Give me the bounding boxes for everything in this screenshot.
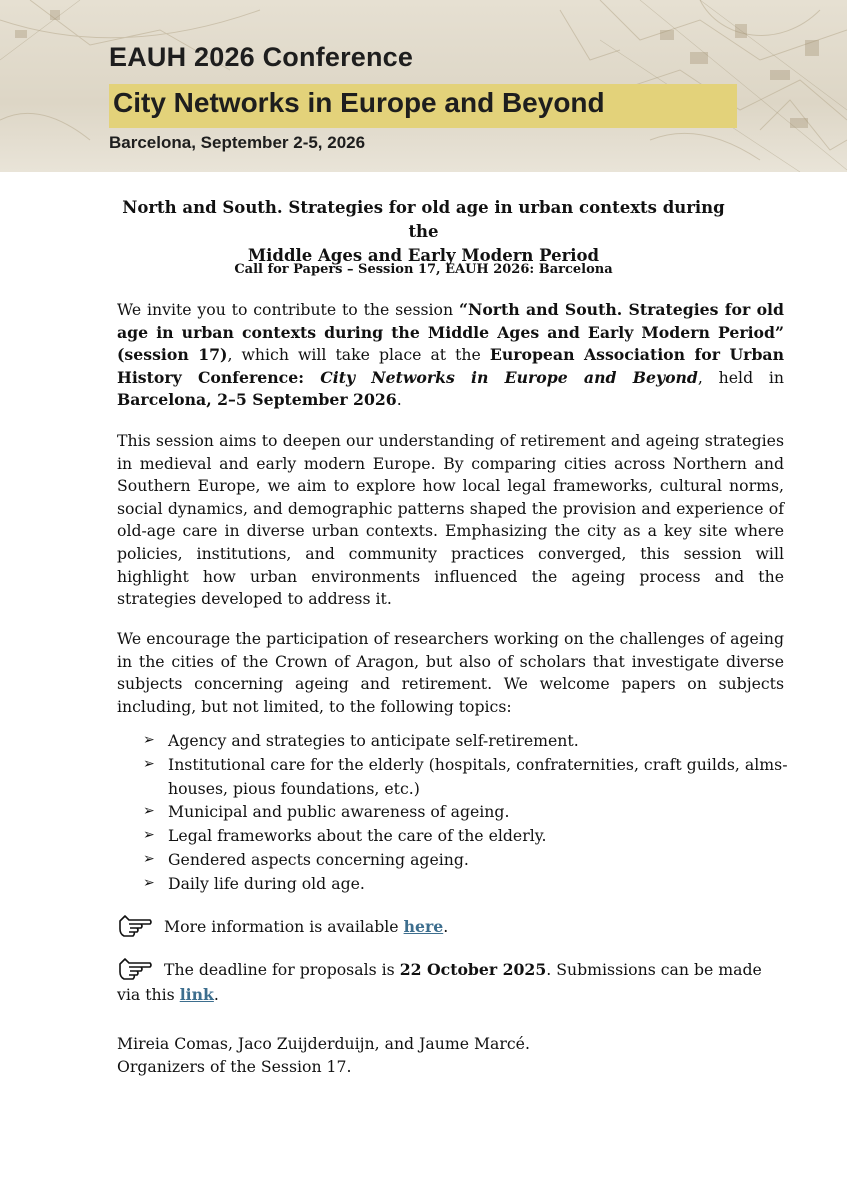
intro-text-1: We invite you to contribute to the session bbox=[117, 300, 459, 319]
topic-text: Daily life during old age. bbox=[168, 873, 365, 893]
conference-banner bbox=[0, 0, 847, 172]
list-item bbox=[143, 848, 793, 872]
topics-list bbox=[143, 729, 793, 896]
conference-theme: City Networks in Europe and Beyond bbox=[320, 367, 698, 387]
pointing-hand-icon bbox=[117, 955, 153, 981]
intro-text-2: , which will take place at the bbox=[227, 345, 490, 365]
intro-paragraph bbox=[117, 299, 784, 412]
topic-text: Legal frameworks about the care of the elderly. bbox=[168, 826, 547, 846]
conference-place-dates: Barcelona, 2–5 September 2026 bbox=[117, 390, 397, 410]
organizer-role: Organizers of the Session 17. bbox=[117, 1057, 352, 1076]
arrow-bullet-icon: ➢ bbox=[143, 803, 155, 820]
aims-paragraph: This session aims to deepen our understanding of retirement and ageing strategies in medieval and early modern Europe. By comparing cities across Northern and Southern Europe, we aim to explore how local legal frameworks, cultural norms, social dynamics, and demographic patterns shaped the provision and experience of old-age care in diverse urban contexts. Emphasizing the city as a key site where policies, institutions, and community practices converged, this session will highlight how urban environments influenced the ageing process and the strategies developed to address it. bbox=[117, 431, 784, 609]
list-item bbox=[143, 800, 793, 824]
arrow-bullet-icon: ➢ bbox=[143, 732, 155, 748]
list-item bbox=[143, 753, 793, 801]
document-title bbox=[110, 196, 737, 268]
arrow-bullet-icon: ➢ bbox=[143, 755, 155, 772]
more-info-end: . bbox=[443, 917, 449, 936]
arrow-bullet-icon: ➢ bbox=[143, 850, 155, 867]
pointing-hand-icon bbox=[117, 912, 153, 938]
topic-text: Gendered aspects concerning ageing. bbox=[168, 849, 469, 869]
deadline-line bbox=[117, 955, 784, 1007]
participation-paragraph: We encourage the participation of researchers working on the challenges of ageing in the cities of the Crown of Aragon, but also of scholars that investigate diverse subjects concerning ageing and retirement. We welcome papers on subjects including, but not limited, to the following topics: bbox=[117, 629, 784, 716]
intro-text-3: , held in bbox=[697, 367, 784, 387]
session-name: “North and South. Strategies for old age in urban contexts during the Middle Ages and Early Modern Period” (session 17) bbox=[117, 300, 784, 365]
conference-place-date: Barcelona, September 2-5, 2026 bbox=[109, 133, 366, 152]
conference-subtitle: City Networks in Europe and Beyond bbox=[113, 87, 605, 118]
more-info-line bbox=[117, 912, 784, 939]
submission-link[interactable]: link bbox=[179, 985, 214, 1004]
call-for-papers-heading: Call for Papers – Session 17, EAUH 2026: Barcelona bbox=[234, 262, 613, 277]
deadline-text: The deadline for proposals is bbox=[164, 960, 400, 979]
title-line-2: Middle Ages and Early Modern Period bbox=[247, 246, 600, 265]
topic-text: Municipal and public awareness of ageing. bbox=[168, 802, 510, 822]
association-name: European Association for Urban History Conference: bbox=[117, 345, 784, 387]
topic-text: Agency and strategies to anticipate self-retirement. bbox=[168, 731, 579, 750]
list-item bbox=[143, 729, 793, 753]
topic-text: Institutional care for the elderly (hospitals, confraternities, craft guilds, alms-houses, pious foundations, etc.) bbox=[168, 754, 788, 798]
here-link[interactable]: here bbox=[403, 917, 444, 936]
deadline-rest: . Submissions can be made via this bbox=[117, 960, 762, 1004]
arrow-bullet-icon: ➢ bbox=[143, 874, 155, 891]
organizers-signature bbox=[117, 1032, 530, 1078]
more-info-text: More information is available bbox=[164, 917, 404, 936]
organizer-names: Mireia Comas, Jaco Zuijderduijn, and Jaume Marcé. bbox=[117, 1034, 530, 1053]
list-item bbox=[143, 872, 793, 896]
deadline-end: . bbox=[213, 985, 219, 1004]
list-item bbox=[143, 824, 793, 848]
arrow-bullet-icon: ➢ bbox=[143, 827, 155, 844]
title-line-1: North and South. Strategies for old age in urban contexts during the bbox=[122, 198, 725, 241]
deadline-date: 22 October 2025 bbox=[399, 960, 547, 979]
intro-text-4: . bbox=[396, 390, 402, 410]
conference-title: EAUH 2026 Conference bbox=[109, 42, 414, 72]
